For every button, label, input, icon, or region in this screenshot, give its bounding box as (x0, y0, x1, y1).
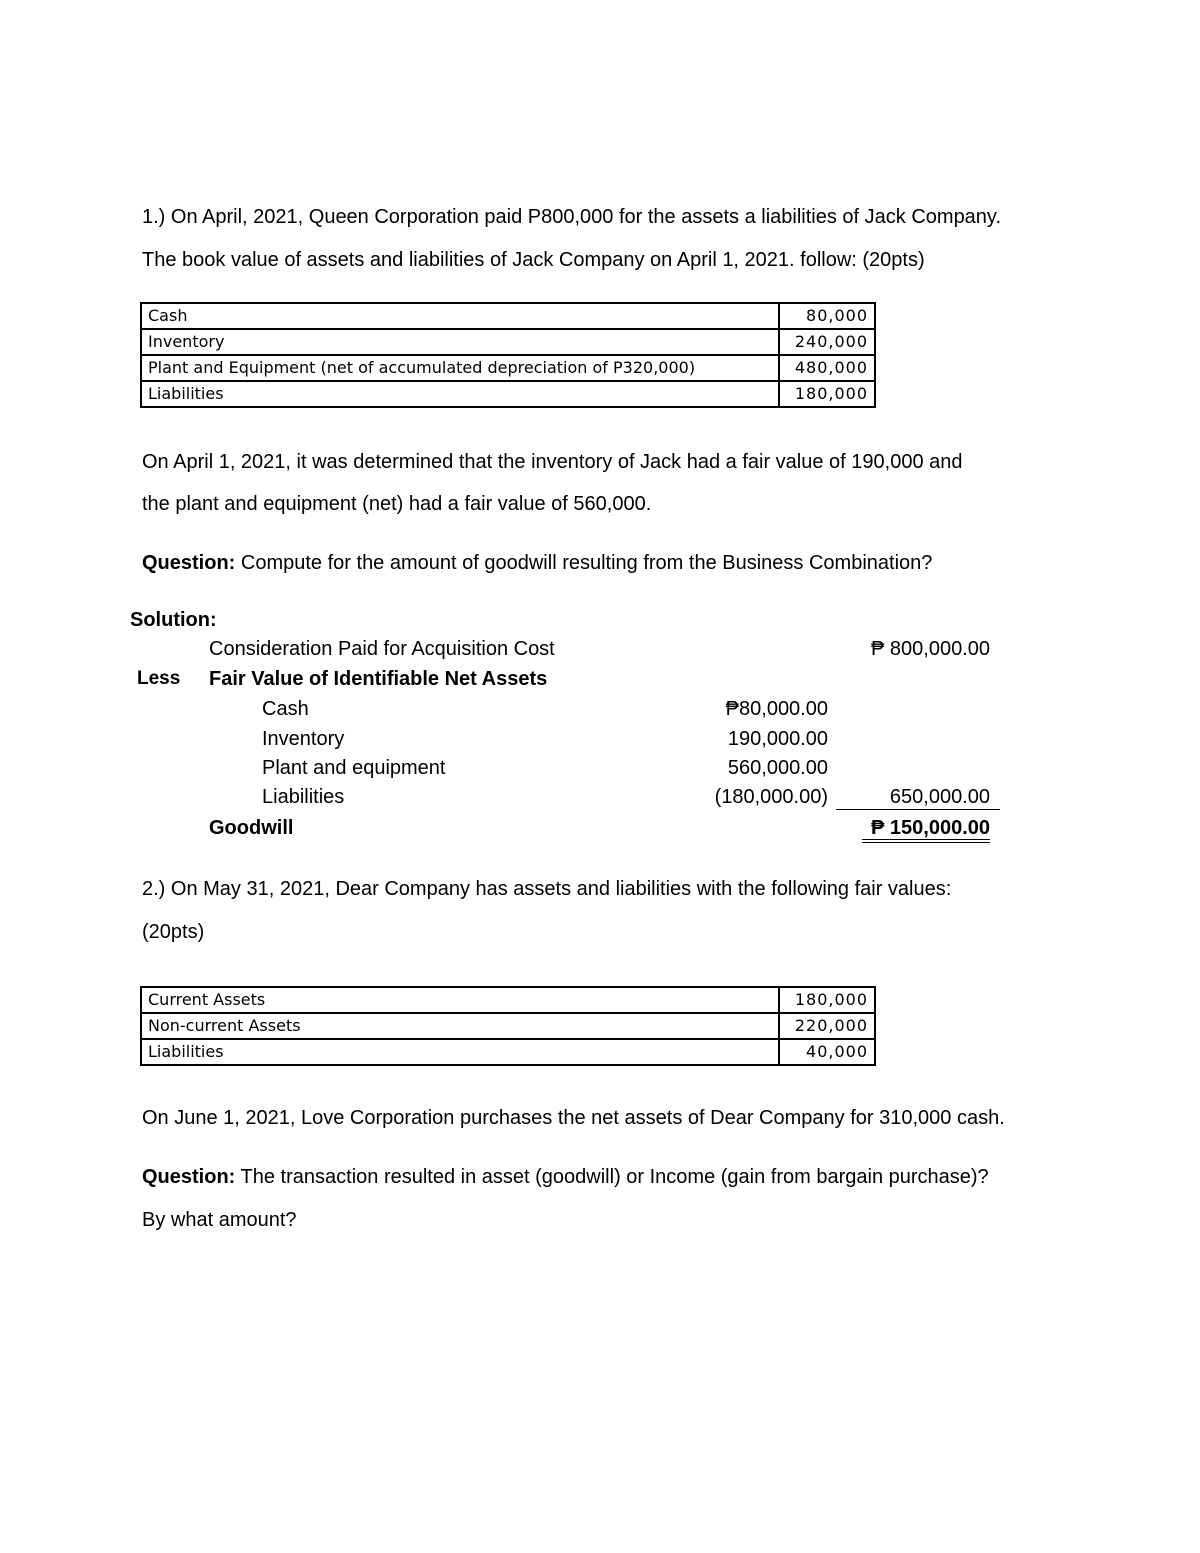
question-text: Compute for the amount of goodwill resulting from the Business Combination? (235, 552, 933, 574)
table-label: Liabilities (141, 381, 779, 407)
consideration-value: ₱ 800,000.00 (871, 638, 990, 660)
table-row (141, 303, 875, 329)
q1-line-1: 1.) On April, 2021, Queen Corporation paid P800,000 for the assets a liabilities of Jack Company. (142, 206, 1002, 228)
table-value: 80,000 (779, 303, 875, 329)
table-label: Current Assets (141, 987, 779, 1013)
q2-fair-value-table (140, 986, 876, 1066)
subtotal-rule (836, 809, 1000, 810)
table-label: Liabilities (141, 1039, 779, 1065)
consideration-label: Consideration Paid for Acquisition Cost (209, 638, 555, 660)
q2-line-1: 2.) On May 31, 2021, Dear Company has assets and liabilities with the following fair values: (142, 878, 952, 900)
net-assets-value: 650,000.00 (889, 786, 990, 808)
solution-item-value: ₱80,000.00 (725, 698, 828, 720)
table-label: Non-current Assets (141, 1013, 779, 1039)
solution-item-label: Cash (262, 698, 309, 720)
solution-item-label: Inventory (262, 728, 345, 750)
double-underline-top (862, 839, 990, 840)
table-value: 480,000 (779, 355, 875, 381)
goodwill-label: Goodwill (209, 817, 294, 839)
table-label: Plant and Equipment (net of accumulated depreciation of P320,000) (141, 355, 779, 381)
question-text: The transaction resulted in asset (goodwill) or Income (gain from bargain purchase)? (235, 1166, 989, 1188)
question-label: Question: (142, 1166, 236, 1188)
table-row (141, 381, 875, 407)
solution-item-value: (180,000.00) (714, 786, 828, 808)
q1-book-value-table (140, 302, 876, 408)
table-row (141, 1039, 875, 1065)
goodwill-value: ₱ 150,000.00 (871, 817, 990, 839)
q1-question (142, 551, 932, 575)
q2-question-line-2: By what amount? (142, 1209, 297, 1231)
q1-fair-value-line-1: On April 1, 2021, it was determined that the inventory of Jack had a fair value of 190,000 and (142, 451, 963, 473)
table-value: 180,000 (779, 381, 875, 407)
table-value: 240,000 (779, 329, 875, 355)
q1-fair-value-line-2: the plant and equipment (net) had a fair value of 560,000. (142, 493, 652, 515)
solution-item-value: 190,000.00 (727, 728, 828, 750)
table-label: Cash (141, 303, 779, 329)
table-row (141, 1013, 875, 1039)
double-underline-bottom (862, 842, 990, 843)
solution-item-label: Liabilities (262, 786, 345, 808)
less-label: Less (137, 668, 181, 689)
solution-item-value: 560,000.00 (727, 757, 828, 779)
table-value: 180,000 (779, 987, 875, 1013)
table-label: Inventory (141, 329, 779, 355)
question-label: Question: (142, 552, 236, 574)
solution-item-label: Plant and equipment (262, 757, 446, 779)
q1-line-2: The book value of assets and liabilities of Jack Company on April 1, 2021. follow: (20pts) (142, 249, 925, 271)
table-value: 220,000 (779, 1013, 875, 1039)
q2-question (142, 1165, 989, 1189)
q2-line-2: (20pts) (142, 921, 205, 943)
table-value: 40,000 (779, 1039, 875, 1065)
table-row (141, 355, 875, 381)
solution-heading: Solution: (130, 609, 217, 631)
q2-purchase: On June 1, 2021, Love Corporation purchases the net assets of Dear Company for 310,000 cash. (142, 1107, 1005, 1129)
table-row (141, 329, 875, 355)
table-row (141, 987, 875, 1013)
fair-value-heading: Fair Value of Identifiable Net Assets (209, 668, 548, 690)
